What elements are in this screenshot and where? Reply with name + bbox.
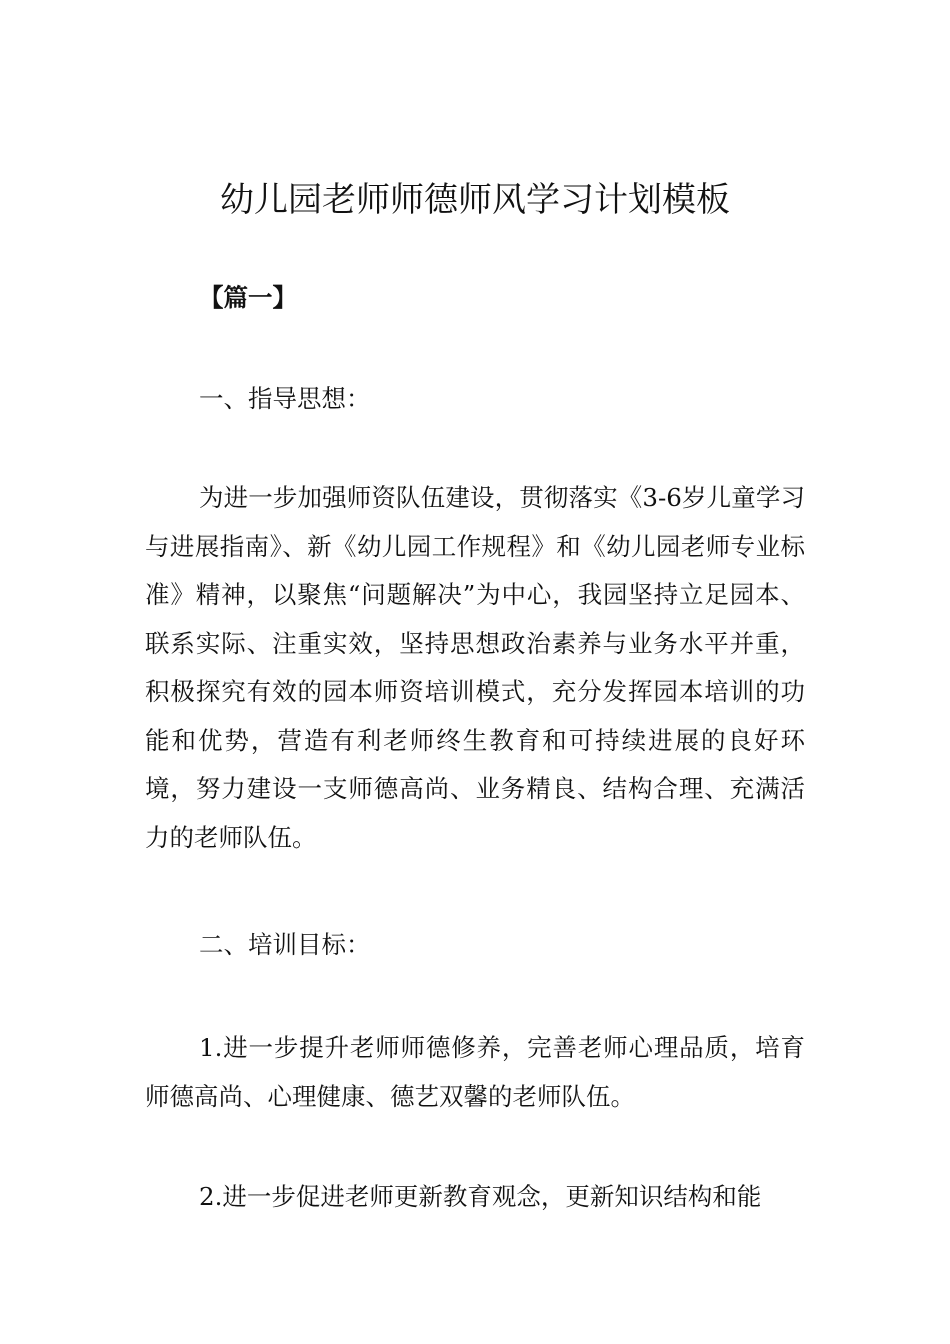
part-label: 【篇一】 — [199, 283, 297, 312]
section-heading-training-goals: 二、培训目标： — [199, 930, 371, 959]
document-title: 幼儿园老师师德师风学习计划模板 — [220, 180, 730, 220]
guiding-thought-paragraph: 为进一步加强师资队伍建设，贯彻落实《3-6岁儿童学习与进展指南》、新《幼儿园工作规程》和《幼儿园老师专业标准》精神，以聚焦“问题解决”为中心，我园坚持立足园本、联系实际、注重实效，坚持思想政治素养与业务水平并重，积极探究有效的园本师资培训模式，充分发挥园本培训的功能和优势，营造有利老师终生教育和可持续进展的良好环境，努力建设一支师德高尚、业务精良、结构合理、充满活力的老师队伍。 — [145, 483, 805, 852]
section-heading-guiding-thought: 一、指导思想： — [199, 384, 371, 413]
training-goal-item-2: 2.进一步促进老师更新教育观念，更新知识结构和能 — [199, 1182, 762, 1211]
training-goal-item-1: 1.进一步提升老师师德修养，完善老师心理品质，培育师德高尚、心理健康、德艺双馨的老师队伍。 — [145, 1033, 805, 1111]
